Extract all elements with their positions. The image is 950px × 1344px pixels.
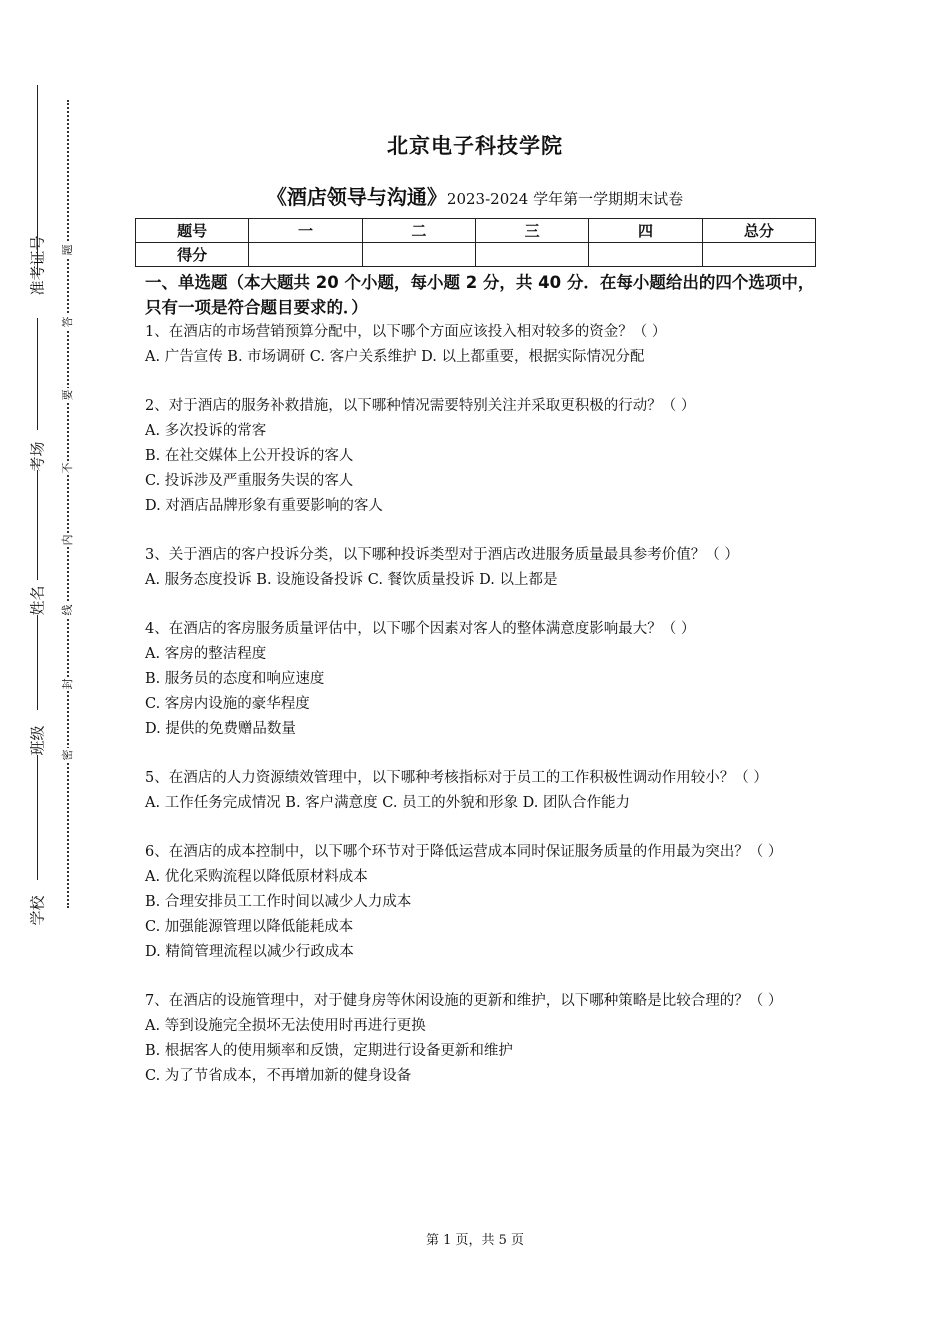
seal-char: 线 xyxy=(61,604,74,616)
score-cell xyxy=(702,243,815,267)
question-options: A. 工作任务完成情况 B. 客户满意度 C. 员工的外貌和形象 D. 团队合作能力 xyxy=(145,795,631,811)
question-option: A. 优化采购流程以降低原材料成本 xyxy=(145,869,368,885)
question-option: A. 客房的整洁程度 xyxy=(145,646,267,662)
question-stem: 2、对于酒店的服务补救措施，以下哪种情况需要特别关注并采取更积极的行动？（ ） xyxy=(145,398,696,414)
score-cell: 二 xyxy=(362,219,475,243)
seal-char: 封 xyxy=(61,678,74,690)
score-cell xyxy=(589,243,702,267)
question-stem: 4、在酒店的客房服务质量评估中，以下哪个因素对客人的整体满意度影响最大？（ ） xyxy=(145,621,696,637)
question-option: C. 投诉涉及严重服务失误的客人 xyxy=(145,473,354,489)
term-title: 2023-2024 学年第一学期期末试卷 xyxy=(446,190,684,208)
binding-label-class: 班级 xyxy=(28,725,47,756)
school-title: 北京电子科技学院 xyxy=(387,134,563,158)
score-cell: 三 xyxy=(475,219,588,243)
score-cell xyxy=(249,243,362,267)
question-3 xyxy=(145,543,820,593)
question-option: A. 多次投诉的常客 xyxy=(145,423,267,439)
score-table-header-row xyxy=(136,219,816,243)
question-option: D. 对酒店品牌形象有重要影响的客人 xyxy=(145,498,383,514)
question-option: C. 客房内设施的豪华程度 xyxy=(145,696,310,712)
question-option: C. 加强能源管理以降低能耗成本 xyxy=(145,919,354,935)
question-5 xyxy=(145,766,820,816)
question-stem: 6、在酒店的成本控制中，以下哪个环节对于降低运营成本同时保证服务质量的作用最为突出？（ ） xyxy=(145,844,783,860)
seal-dotted-line xyxy=(67,100,69,908)
binding-line xyxy=(37,318,38,430)
seal-char: 不 xyxy=(61,462,74,474)
question-option: C. 为了节省成本，不再增加新的健身设备 xyxy=(145,1068,412,1084)
seal-char: 密 xyxy=(61,749,74,761)
seal-char: 内 xyxy=(61,534,74,546)
question-option: D. 提供的免费赠品数量 xyxy=(145,721,296,737)
question-7 xyxy=(145,989,820,1089)
page-footer: 第 1 页，共 5 页 xyxy=(425,1233,525,1248)
binding-label-school: 学校 xyxy=(28,895,47,926)
seal-char: 要 xyxy=(61,389,74,401)
question-options: A. 广告宣传 B. 市场调研 C. 客户关系维护 D. 以上都重要，根据实际情况分配 xyxy=(145,349,645,365)
question-option: A. 等到设施完全损坏无法使用时再进行更换 xyxy=(145,1018,426,1034)
question-options: A. 服务态度投诉 B. 设施设备投诉 C. 餐饮质量投诉 D. 以上都是 xyxy=(145,572,558,588)
score-table xyxy=(135,218,816,267)
binding-line xyxy=(37,755,38,880)
question-option: B. 在社交媒体上公开投诉的客人 xyxy=(145,448,354,464)
question-stem: 7、在酒店的设施管理中，对于健身房等休闲设施的更新和维护，以下哪种策略是比较合理的？（ ） xyxy=(145,993,783,1009)
score-cell xyxy=(475,243,588,267)
question-1 xyxy=(145,320,820,370)
question-list xyxy=(145,320,820,1113)
score-table-score-row xyxy=(136,243,816,267)
question-6 xyxy=(145,840,820,965)
score-cell: 一 xyxy=(249,219,362,243)
binding-line xyxy=(37,470,38,580)
score-cell: 总分 xyxy=(702,219,815,243)
binding-line xyxy=(37,615,38,710)
binding-label-exam-number: 准考证号 xyxy=(28,235,47,296)
question-option: D. 精简管理流程以减少行政成本 xyxy=(145,944,354,960)
question-option: B. 服务员的态度和响应速度 xyxy=(145,671,325,687)
score-cell: 得分 xyxy=(136,243,249,267)
question-stem: 5、在酒店的人力资源绩效管理中，以下哪种考核指标对于员工的工作积极性调动作用较小？（ ） xyxy=(145,770,768,786)
binding-label-exam-room: 考场 xyxy=(28,441,47,472)
question-stem: 1、在酒店的市场营销预算分配中，以下哪个方面应该投入相对较多的资金？（ ） xyxy=(145,324,667,340)
question-2 xyxy=(145,394,820,519)
binding-label-name: 姓名 xyxy=(28,585,47,616)
question-option: B. 合理安排员工工作时间以减少人力成本 xyxy=(145,894,412,910)
question-stem: 3、关于酒店的客户投诉分类，以下哪种投诉类型对于酒店改进服务质量最具参考价值？（ ） xyxy=(145,547,739,563)
section-heading: 一、单选题（本大题共 20 个小题，每小题 2 分，共 40 分．在每小题给出的四个选项中，只有一项是符合题目要求的．） xyxy=(145,273,815,317)
course-title: 《酒店领导与沟通》 xyxy=(266,185,447,209)
question-option: B. 根据客人的使用频率和反馈，定期进行设备更新和维护 xyxy=(145,1043,513,1059)
score-cell: 四 xyxy=(589,219,702,243)
seal-char: 答 xyxy=(61,316,74,328)
exam-title xyxy=(0,181,950,210)
seal-char: 题 xyxy=(61,244,74,256)
question-4 xyxy=(145,617,820,742)
score-cell xyxy=(362,243,475,267)
score-cell: 题号 xyxy=(136,219,249,243)
